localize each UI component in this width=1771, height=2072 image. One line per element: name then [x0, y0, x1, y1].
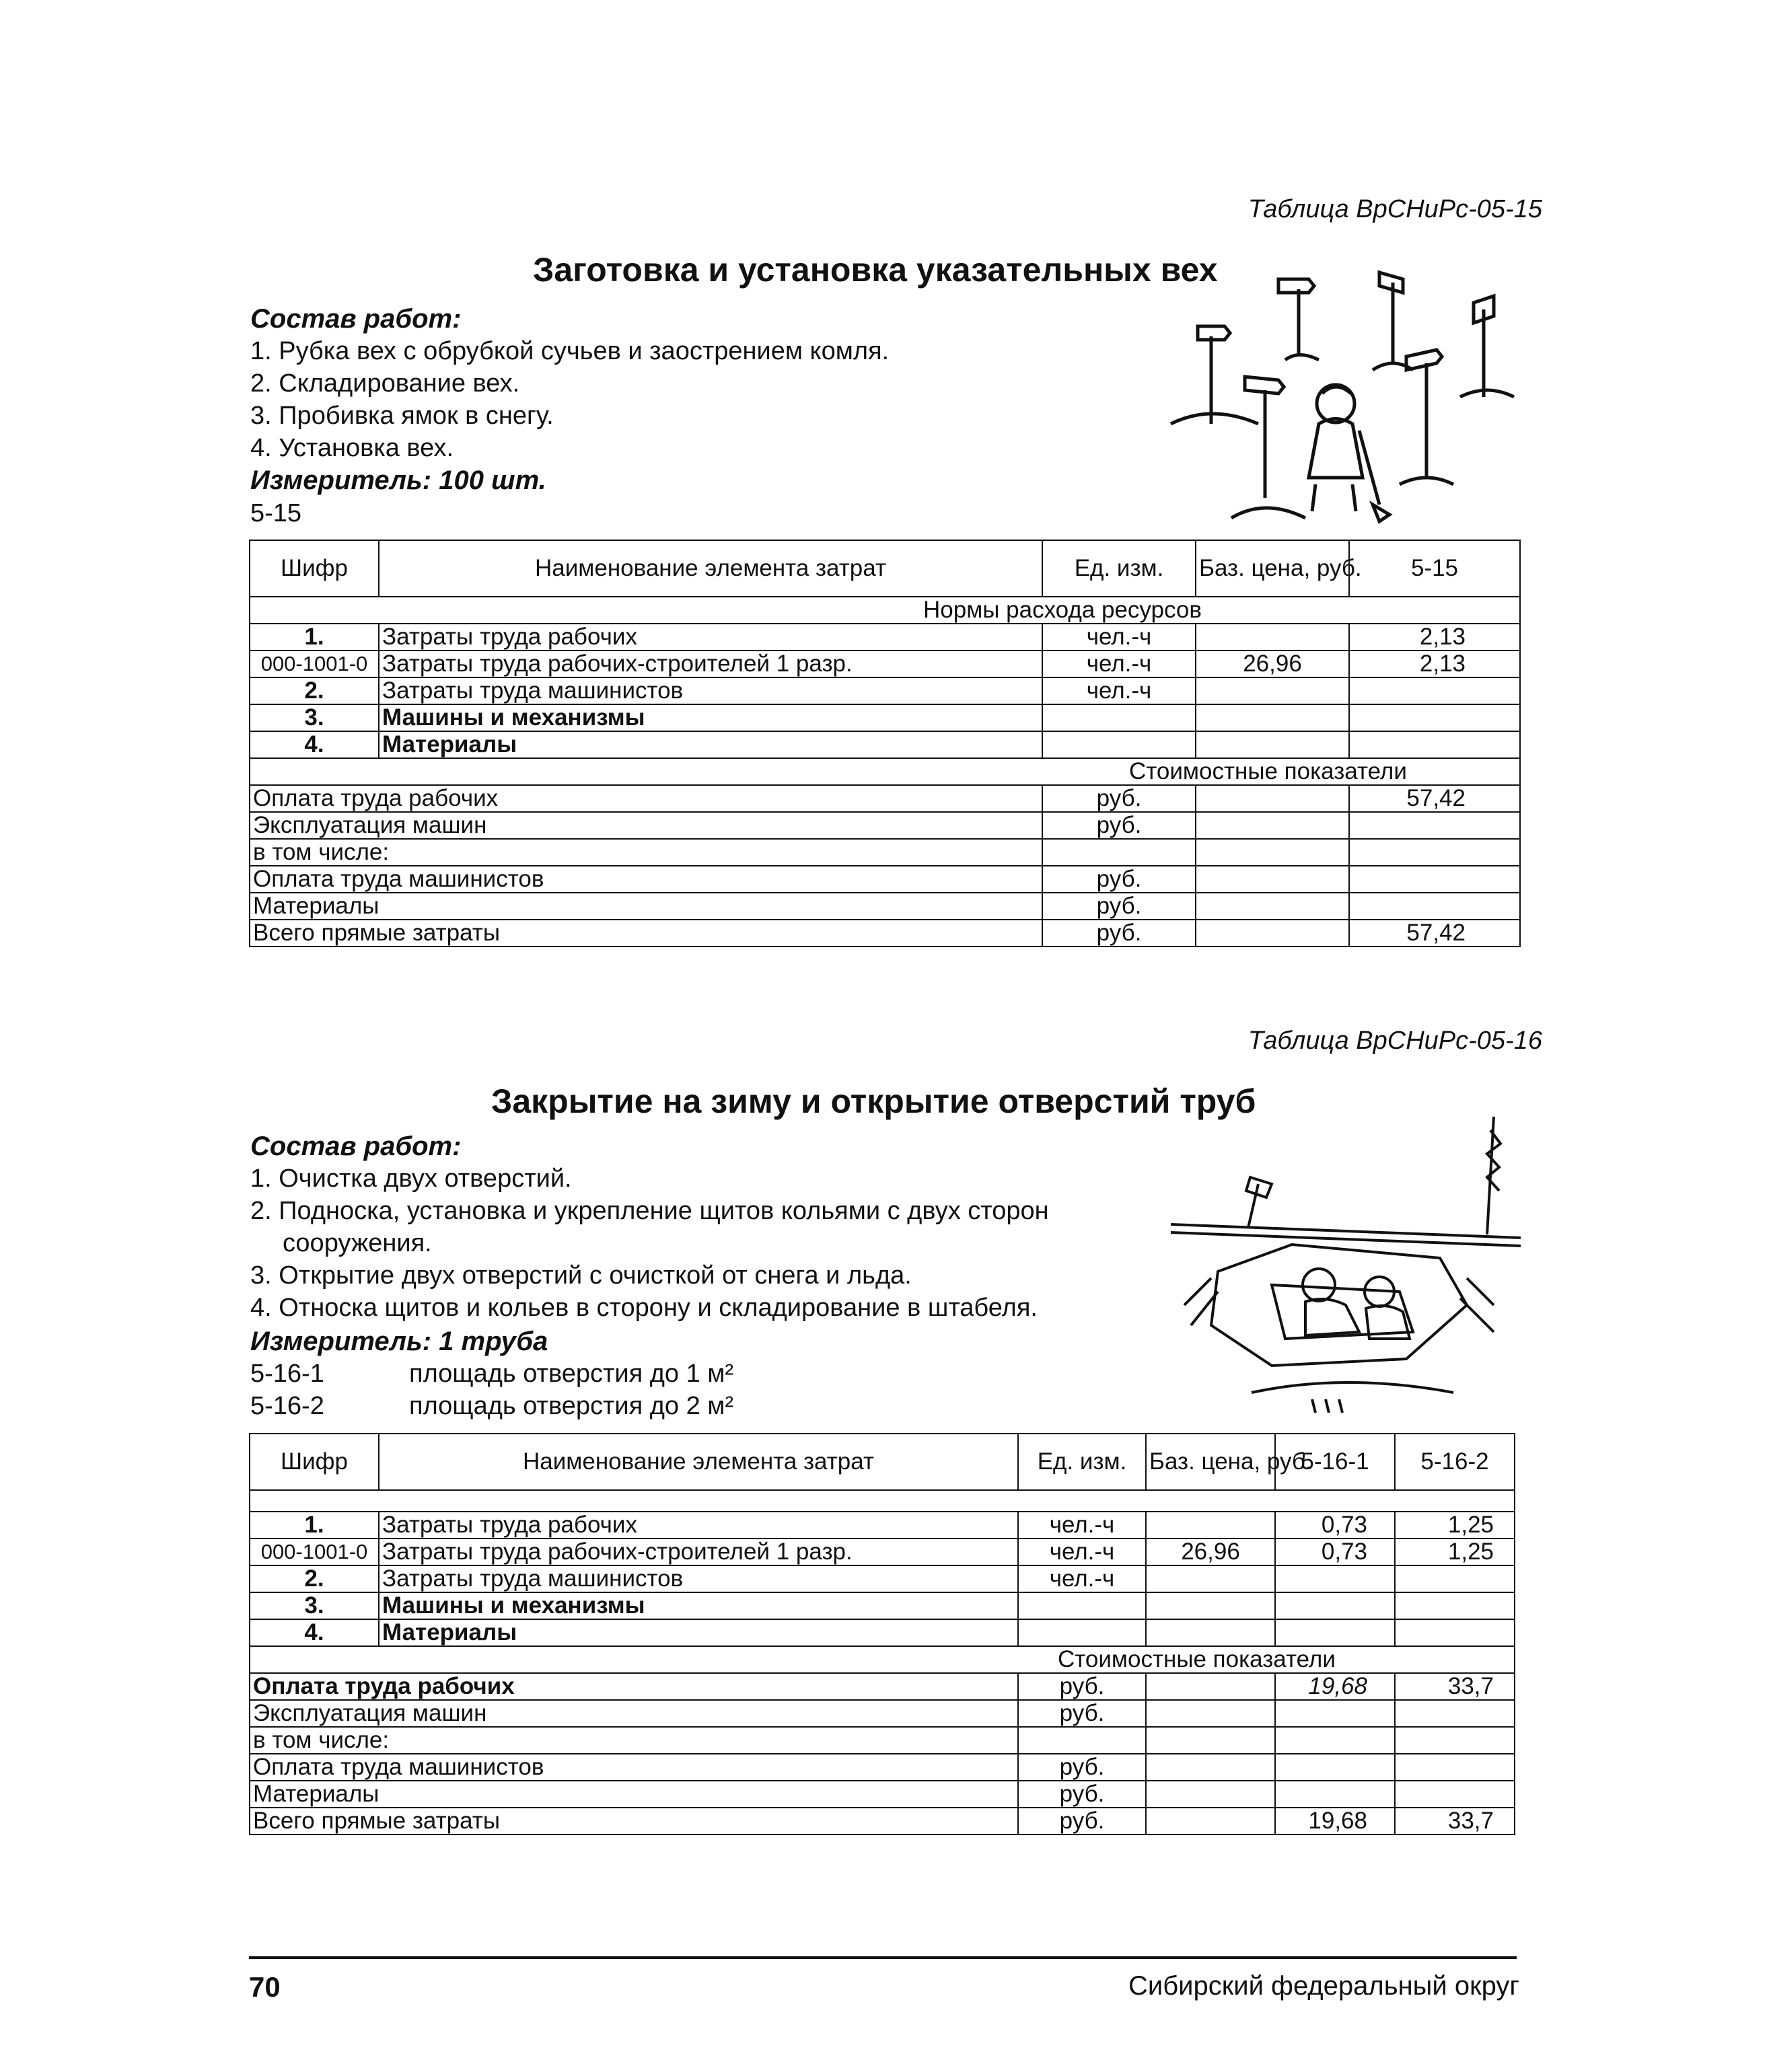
work-item: 3. Пробивка ямок в снегу.: [250, 402, 554, 430]
row-code: 2.: [250, 677, 379, 704]
cost-unit: руб.: [1018, 1673, 1146, 1700]
table-row: [250, 731, 1520, 758]
cost-name: Оплата труда рабочих: [250, 785, 1042, 812]
cost-value: 57,42: [1349, 785, 1520, 812]
cost-name: Эксплуатация машин: [250, 812, 1042, 839]
cost-value: [1349, 839, 1520, 866]
cost-unit: руб.: [1042, 785, 1196, 812]
row-value: 0,73: [1275, 1512, 1395, 1539]
cost-name: Всего прямые затраты: [250, 1808, 1018, 1835]
cost-unit: руб.: [1042, 866, 1196, 893]
section-label: Нормы расхода ресурсов: [250, 597, 1520, 624]
cost-value: [1275, 1700, 1395, 1727]
section-title: Заготовка и установка указательных вех: [533, 251, 1218, 289]
table-row: [250, 651, 1520, 677]
row-price: 26,96: [1146, 1539, 1275, 1565]
cost-value: [1395, 1700, 1515, 1727]
work-list: [250, 1162, 1049, 1324]
column-header: 5-16-2: [1395, 1434, 1515, 1490]
cost-value: [1395, 1727, 1515, 1754]
section-label: Стоимостные показатели: [250, 758, 1520, 785]
table-row: [250, 677, 1520, 704]
cost-unit: руб.: [1018, 1700, 1146, 1727]
section-title: Закрытие на зиму и открытие отверстий труб: [491, 1082, 1256, 1120]
section-row: [250, 597, 1520, 624]
row-price: [1196, 731, 1349, 758]
row-unit: [1018, 1592, 1146, 1619]
row-code: 2.: [250, 1565, 379, 1592]
row-value: [1275, 1619, 1395, 1646]
work-item: 4. Установка вех.: [250, 434, 454, 462]
table-row: [250, 1592, 1515, 1619]
row-value: [1349, 731, 1520, 758]
measure-unit: Измеритель: 1 труба: [250, 1327, 548, 1356]
cost-unit: [1042, 839, 1196, 866]
cost-value: [1275, 1727, 1395, 1754]
row-name: Затраты труда рабочих-строителей 1 разр.: [379, 651, 1042, 677]
variant-text: площадь отверстия до 2 м²: [409, 1392, 734, 1420]
cost-row: [250, 839, 1520, 866]
row-unit: чел.-ч: [1042, 677, 1196, 704]
row-value: [1395, 1565, 1515, 1592]
table-row: [250, 1565, 1515, 1592]
cost-row: [250, 1673, 1515, 1700]
variant-code: 5-16-1: [250, 1360, 324, 1388]
table-header-row: [250, 540, 1520, 597]
row-name: Затраты труда рабочих: [379, 624, 1042, 651]
cost-unit: [1018, 1727, 1146, 1754]
table-row: [250, 1539, 1515, 1565]
cost-value: 33,7: [1395, 1808, 1515, 1835]
row-price: [1196, 624, 1349, 651]
cost-value: [1349, 812, 1520, 839]
section-row: [250, 1490, 1515, 1512]
cost-row: [250, 1727, 1515, 1754]
cost-row: [250, 1700, 1515, 1727]
row-unit: чел.-ч: [1018, 1512, 1146, 1539]
resource-norms-table-2: [249, 1433, 1515, 1835]
cost-name: в том числе:: [250, 1727, 1018, 1754]
footer-divider: [249, 1956, 1517, 1959]
cost-unit: руб.: [1018, 1781, 1146, 1808]
column-header: Наименование элемента затрат: [379, 540, 1042, 597]
column-header: Ед. изм.: [1018, 1434, 1146, 1490]
row-code: 1.: [250, 624, 379, 651]
cost-value: 19,68: [1275, 1673, 1395, 1700]
row-price: [1146, 1619, 1275, 1646]
variant-line: [250, 1390, 733, 1422]
cost-row: [250, 1754, 1515, 1781]
cost-name: Оплата труда рабочих: [250, 1673, 1018, 1700]
cost-row: [250, 893, 1520, 920]
cost-value: [1349, 893, 1520, 920]
work-item-text: 4. Относка щитов и кольев в сторону и складирование в штабеля.: [250, 1294, 1038, 1322]
row-price: [1196, 677, 1349, 704]
table-row: [250, 1619, 1515, 1646]
row-unit: [1018, 1619, 1146, 1646]
row-unit: чел.-ч: [1042, 624, 1196, 651]
row-price: [1196, 704, 1349, 731]
column-header: 5-16-1: [1275, 1434, 1395, 1490]
cost-name: в том числе:: [250, 839, 1042, 866]
cost-row: [250, 812, 1520, 839]
cost-name: Оплата труда машинистов: [250, 1754, 1018, 1781]
table-label: Таблица ВрСНиРс-05-16: [1248, 1027, 1542, 1055]
column-header: Ед. изм.: [1042, 540, 1196, 597]
work-item: [250, 1195, 1049, 1259]
row-name: Машины и механизмы: [379, 1592, 1018, 1619]
column-header: 5-15: [1349, 540, 1520, 597]
row-name: Материалы: [379, 1619, 1018, 1646]
row-code: 000-1001-0: [250, 651, 379, 677]
row-value: 2,13: [1349, 624, 1520, 651]
row-price: [1146, 1592, 1275, 1619]
row-name: Затраты труда рабочих: [379, 1512, 1018, 1539]
row-unit: чел.-ч: [1018, 1539, 1146, 1565]
cost-unit: руб.: [1042, 893, 1196, 920]
variant-text: площадь отверстия до 1 м²: [409, 1360, 734, 1388]
cost-row: [250, 866, 1520, 893]
row-value: [1275, 1565, 1395, 1592]
cost-row: [250, 920, 1520, 947]
cost-value: [1275, 1781, 1395, 1808]
work-list: [250, 335, 889, 464]
row-price: [1146, 1565, 1275, 1592]
work-item: 2. Складирование вех.: [250, 369, 520, 398]
row-value: [1349, 704, 1520, 731]
empty-section-row: [250, 1490, 1515, 1512]
work-item-text: 3. Открытие двух отверстий с очисткой от снега и льда.: [250, 1261, 912, 1290]
work-item: [250, 1292, 1049, 1324]
cost-value: [1395, 1781, 1515, 1808]
row-code: 1.: [250, 1512, 379, 1539]
work-item-text: 1. Очистка двух отверстий.: [250, 1164, 572, 1193]
section-row: [250, 758, 1520, 785]
cost-value: 57,42: [1349, 920, 1520, 947]
cost-row: [250, 1781, 1515, 1808]
cost-name: Оплата труда машинистов: [250, 866, 1042, 893]
section-label: Стоимостные показатели: [250, 1646, 1515, 1673]
measure-unit: Измеритель: 100 шт.: [250, 466, 546, 495]
work-item-continuation: сооружения.: [283, 1229, 432, 1257]
row-name: Материалы: [379, 731, 1042, 758]
cost-name: Материалы: [250, 1781, 1018, 1808]
cost-value: [1395, 1754, 1515, 1781]
row-price: 26,96: [1196, 651, 1349, 677]
cost-value: [1349, 866, 1520, 893]
row-code: 3.: [250, 704, 379, 731]
row-name: Затраты труда рабочих-строителей 1 разр.: [379, 1539, 1018, 1565]
column-header: Шифр: [250, 540, 379, 597]
cost-name: Эксплуатация машин: [250, 1700, 1018, 1727]
row-unit: [1042, 704, 1196, 731]
cost-name: Материалы: [250, 893, 1042, 920]
row-value: 1,25: [1395, 1539, 1515, 1565]
row-code: 000-1001-0: [250, 1539, 379, 1565]
footer-region: Сибирский федеральный округ: [1128, 1971, 1519, 2001]
work-item: [250, 1162, 1049, 1195]
row-value: 2,13: [1349, 651, 1520, 677]
row-price: [1146, 1512, 1275, 1539]
work-composition-header: Состав работ:: [250, 1132, 462, 1161]
table-row: [250, 624, 1520, 651]
row-unit: чел.-ч: [1018, 1565, 1146, 1592]
row-code: 4.: [250, 731, 379, 758]
table-code: 5-15: [250, 499, 302, 527]
cost-value: 33,7: [1395, 1673, 1515, 1700]
cost-value: [1275, 1754, 1395, 1781]
work-composition-header: Состав работ:: [250, 304, 462, 334]
cost-row: [250, 785, 1520, 812]
row-name: Машины и механизмы: [379, 704, 1042, 731]
cost-row: [250, 1808, 1515, 1835]
work-item: 1. Рубка вех с обрубкой сучьев и заострением комля.: [250, 337, 890, 365]
cost-unit: руб.: [1042, 812, 1196, 839]
row-value: [1395, 1619, 1515, 1646]
marker-poles-illustration: [1171, 262, 1521, 525]
row-code: 4.: [250, 1619, 379, 1646]
cost-unit: руб.: [1018, 1808, 1146, 1835]
cost-value: 19,68: [1275, 1808, 1395, 1835]
row-value: [1275, 1592, 1395, 1619]
variant-code: 5-16-2: [250, 1392, 324, 1420]
row-value: [1349, 677, 1520, 704]
section-row: [250, 1646, 1515, 1673]
row-value: 0,73: [1275, 1539, 1395, 1565]
row-unit: чел.-ч: [1042, 651, 1196, 677]
table-row: [250, 1512, 1515, 1539]
row-code: 3.: [250, 1592, 379, 1619]
row-value: [1395, 1592, 1515, 1619]
table-header-row: [250, 1434, 1515, 1490]
row-name: Затраты труда машинистов: [379, 1565, 1018, 1592]
work-item: [250, 1259, 1049, 1292]
cost-unit: руб.: [1042, 920, 1196, 947]
column-header: Баз. цена, руб.: [1196, 540, 1349, 597]
column-header: Наименование элемента затрат: [379, 1434, 1018, 1490]
variant-line: [250, 1358, 733, 1390]
cost-name: Всего прямые затраты: [250, 920, 1042, 947]
work-item-text: 2. Подноска, установка и укрепление щитов кольями с двух сторон: [250, 1197, 1049, 1225]
row-name: Затраты труда машинистов: [379, 677, 1042, 704]
row-value: 1,25: [1395, 1512, 1515, 1539]
resource-norms-table-1: [249, 540, 1521, 947]
page-number: 70: [249, 1971, 281, 2003]
column-header: Баз. цена, руб.: [1146, 1434, 1275, 1490]
table-row: [250, 704, 1520, 731]
column-header: Шифр: [250, 1434, 379, 1490]
table-label: Таблица ВрСНиРс-05-15: [1248, 195, 1542, 223]
row-unit: [1042, 731, 1196, 758]
pipe-opening-illustration: [1171, 1103, 1521, 1419]
cost-unit: руб.: [1018, 1754, 1146, 1781]
